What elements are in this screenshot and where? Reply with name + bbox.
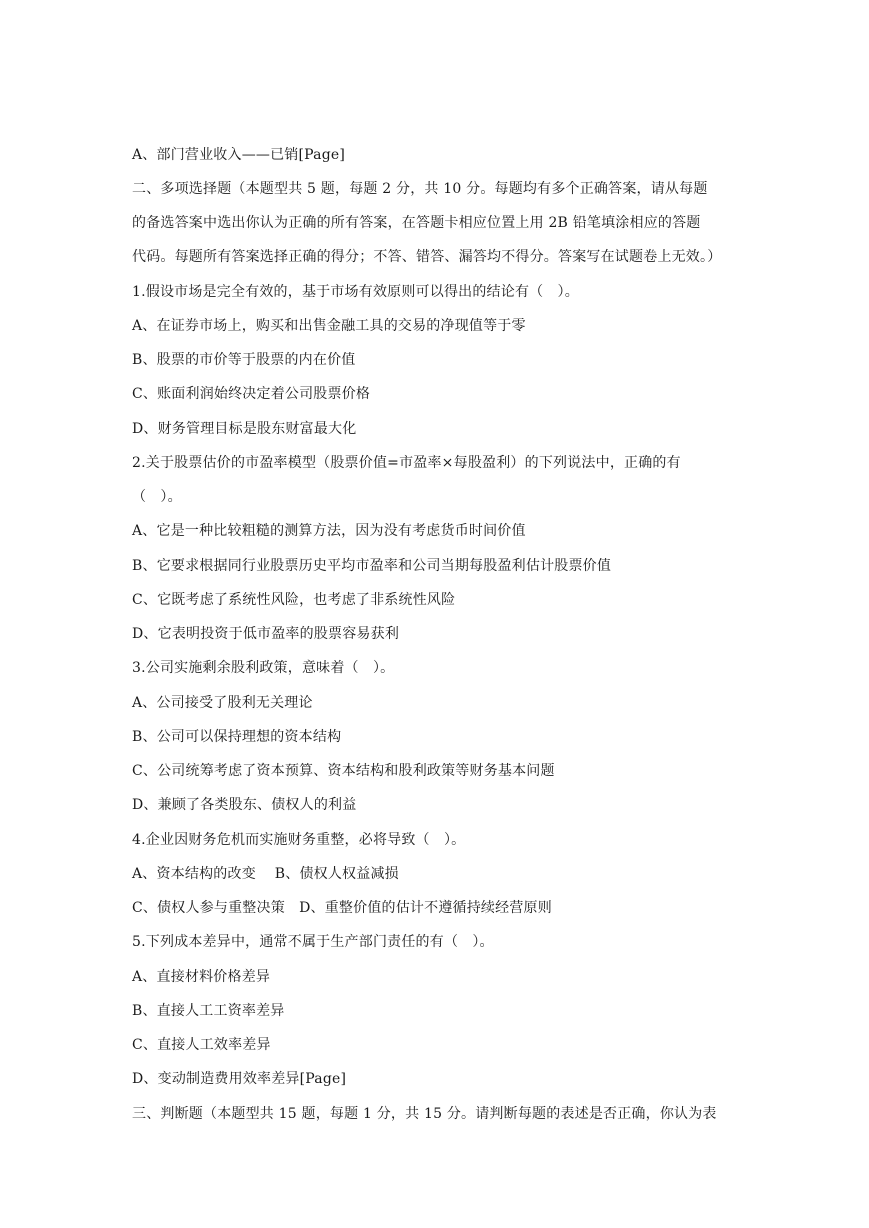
text-line-1: A、部门营业收入——已销[Page] bbox=[132, 147, 346, 163]
question-5-option-b: B、直接人工工资率差异 bbox=[132, 1003, 285, 1019]
question-2: 2.关于股票估价的市盈率模型（股票价值=市盈率×每股盈利）的下列说法中，正确的有 bbox=[132, 455, 681, 471]
section-3-heading: 三、判断题（本题型共 15 题，每题 1 分，共 15 分。请判断每题的表述是否正确，你认为表 bbox=[132, 1106, 717, 1122]
question-2-option-c: C、它既考虑了系统性风险，也考虑了非系统性风险 bbox=[132, 592, 456, 608]
text-line-2: 二、多项选择题（本题型共 5 题，每题 2 分，共 10 分。每题均有多个正确答案，请从每题 bbox=[132, 181, 708, 197]
question-3-option-b: B、公司可以保持理想的资本结构 bbox=[132, 729, 342, 745]
question-2-option-d: D、它表明投资于低市盈率的股票容易获利 bbox=[132, 626, 400, 642]
question-4-options-ab: A、资本结构的改变 B、债权人权益减损 bbox=[132, 866, 399, 882]
question-3-option-d: D、兼顾了各类股东、债权人的利益 bbox=[132, 797, 357, 813]
question-3-option-a: A、公司接受了股利无关理论 bbox=[132, 695, 313, 711]
text-line-4: 代码。每题所有答案选择正确的得分；不答、错答、漏答均不得分。答案写在试题卷上无效。） bbox=[132, 249, 722, 265]
question-5-option-d: D、变动制造费用效率差异[Page] bbox=[132, 1071, 347, 1087]
question-1-option-b: B、股票的市价等于股票的内在价值 bbox=[132, 352, 356, 368]
question-4: 4.企业因财务危机而实施财务重整，必将导致（ ）。 bbox=[132, 832, 466, 848]
question-3-option-c: C、公司统筹考虑了资本预算、资本结构和股利政策等财务基本问题 bbox=[132, 763, 555, 779]
question-1-option-c: C、账面利润始终决定着公司股票价格 bbox=[132, 386, 371, 402]
question-5-option-c: C、直接人工效率差异 bbox=[132, 1037, 271, 1053]
question-5-option-a: A、直接材料价格差异 bbox=[132, 969, 271, 985]
question-1-option-a: A、在证券市场上，购买和出售金融工具的交易的净现值等于零 bbox=[132, 318, 526, 334]
question-1: 1.假设市场是完全有效的，基于市场有效原则可以得出的结论有（ ）。 bbox=[132, 284, 579, 300]
text-line-3: 的备选答案中选出你认为正确的所有答案，在答题卡相应位置上用 2B 铅笔填涂相应的答题 bbox=[132, 215, 701, 231]
question-4-options-cd: C、债权人参与重整决策 D、重整价值的估计不遵循持续经营原则 bbox=[132, 900, 552, 916]
question-2-continued: （ ）。 bbox=[132, 489, 182, 505]
question-2-option-b: B、它要求根据同行业股票历史平均市盈率和公司当期每股盈利估计股票价值 bbox=[132, 558, 612, 574]
question-2-option-a: A、它是一种比较粗糙的测算方法，因为没有考虑货币时间价值 bbox=[132, 523, 526, 539]
question-5: 5.下列成本差异中，通常不属于生产部门责任的有（ ）。 bbox=[132, 934, 494, 950]
question-3: 3.公司实施剩余股利政策，意味着（ ）。 bbox=[132, 660, 395, 676]
question-1-option-d: D、财务管理目标是股东财富最大化 bbox=[132, 421, 357, 437]
